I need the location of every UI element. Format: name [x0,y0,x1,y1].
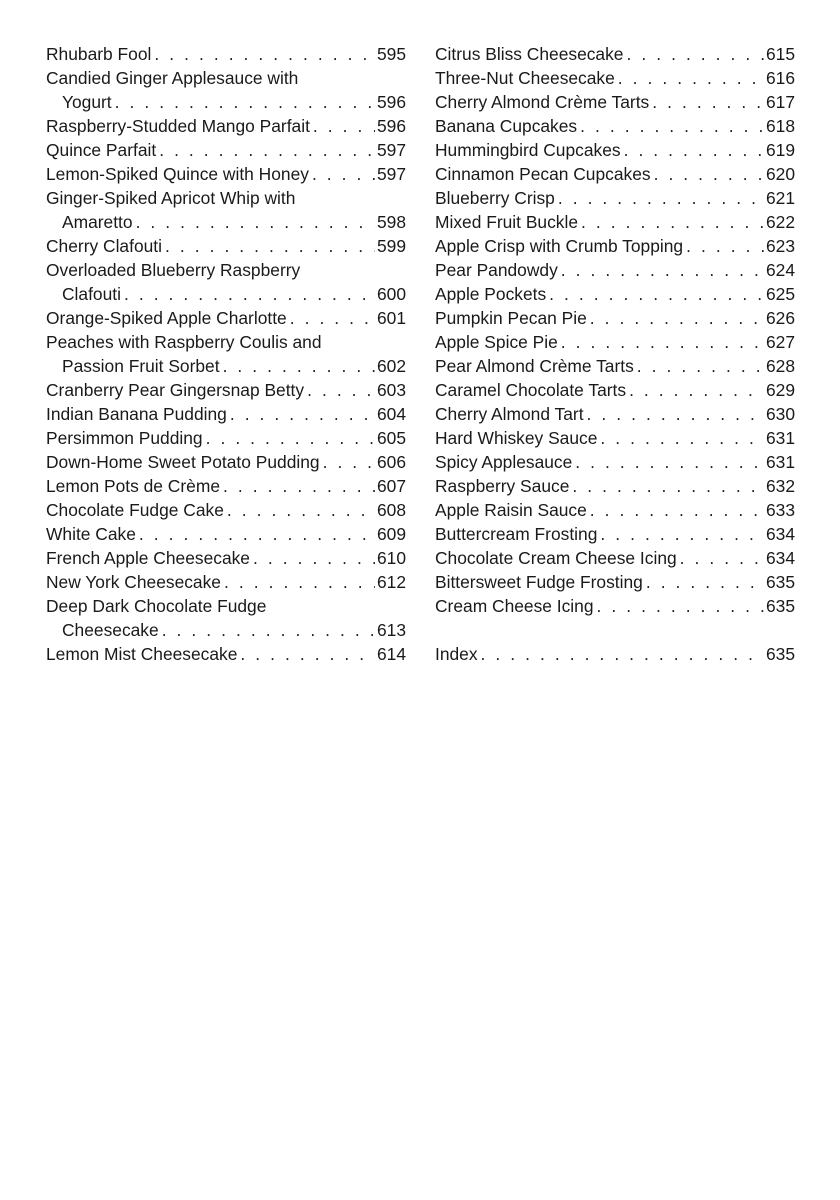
dot-leader [624,138,764,162]
dot-leader [686,234,764,258]
page-number: 633 [765,500,795,520]
page-number: 608 [376,500,406,520]
dot-leader [313,114,375,138]
page-number: 596 [376,92,406,112]
entry-title: Peaches with Raspberry Coulis and [46,332,322,352]
toc-entry-cream-cheese-icing[interactable] [435,594,795,618]
entry-title: Lemon-Spiked Quince with Honey [46,164,309,184]
toc-entry-overloaded-blueberry-raspberry-clafouti[interactable] [46,258,406,306]
dot-leader [618,66,764,90]
page-number: 623 [765,236,795,256]
toc-entry-cherry-almond-tart[interactable] [435,402,795,426]
entry-title: Index [435,644,478,664]
entry-title: Bittersweet Fudge Frosting [435,572,643,592]
page-number: 615 [765,44,795,64]
entry-title: Candied Ginger Applesauce with [46,68,299,88]
toc-entry-cherry-clafouti[interactable] [46,234,406,258]
entry-title: Hummingbird Cupcakes [435,140,621,160]
dot-leader [227,498,375,522]
toc-spacer [435,618,795,642]
dot-leader [223,354,375,378]
toc-entry-raspberry-studded-mango-parfait[interactable] [46,114,406,138]
toc-entry-quince-parfait[interactable] [46,138,406,162]
page-number: 607 [376,476,406,496]
toc-entry-index[interactable] [435,642,795,666]
entry-title: Mixed Fruit Buckle [435,212,579,232]
page-number: 627 [765,332,795,352]
entry-title: Cinnamon Pecan Cupcakes [435,164,651,184]
dot-leader [654,162,764,186]
entry-title: Spicy Applesauce [435,452,573,472]
toc-entry-cherry-almond-creme-tarts[interactable] [435,90,795,114]
page-number: 597 [376,164,406,184]
page-number: 617 [765,92,795,112]
dot-leader [652,90,764,114]
page-number: 600 [376,284,406,304]
dot-leader [162,618,375,642]
dot-leader [154,42,375,66]
page-number: 609 [376,524,406,544]
page-number: 612 [376,572,406,592]
entry-title: Deep Dark Chocolate Fudge [46,596,267,616]
entry-title: Quince Parfait [46,140,157,160]
dot-leader [481,642,764,666]
page-number: 634 [765,524,795,544]
dot-leader [581,210,764,234]
dot-leader [253,546,375,570]
toc-entry-ginger-spiked-apricot-whip-with-amaretto[interactable] [46,186,406,234]
entry-title: Raspberry-Studded Mango Parfait [46,116,310,136]
toc-entry-chocolate-cream-cheese-icing[interactable] [435,546,795,570]
dot-leader [558,186,764,210]
toc-entry-rhubarb-fool[interactable] [46,42,406,66]
toc-entry-caramel-chocolate-tarts[interactable] [435,378,795,402]
dot-leader [600,426,764,450]
toc-entry-apple-spice-pie[interactable] [435,330,795,354]
dot-leader [115,90,375,114]
entry-title: Raspberry Sauce [435,476,570,496]
dot-leader [139,522,375,546]
entry-title: Pumpkin Pecan Pie [435,308,587,328]
toc-entry-french-apple-cheesecake[interactable] [46,546,406,570]
toc-entry-apple-crisp-with-crumb-topping[interactable] [435,234,795,258]
toc-entry-lemon-pots-de-creme[interactable] [46,474,406,498]
entry-title: Orange-Spiked Apple Charlotte [46,308,287,328]
entry-title: Persimmon Pudding [46,428,203,448]
dot-leader [165,234,375,258]
entry-title: Chocolate Fudge Cake [46,500,224,520]
dot-leader [590,306,764,330]
page-number: 631 [765,428,795,448]
page-number: 630 [765,404,795,424]
toc-entry-lemon-spiked-quince-with-honey[interactable] [46,162,406,186]
entry-title: Apple Pockets [435,284,547,304]
page-number: 599 [376,236,406,256]
dot-leader [680,546,764,570]
toc-entry-white-cake[interactable] [46,522,406,546]
entry-title-continued: Amaretto [62,212,133,232]
toc-entry-pear-almond-creme-tarts[interactable] [435,354,795,378]
dot-leader [312,162,375,186]
toc-entry-bittersweet-fudge-frosting[interactable] [435,570,795,594]
page-number: 618 [765,116,795,136]
page-number: 622 [765,212,795,232]
page-number: 625 [765,284,795,304]
toc-entry-banana-cupcakes[interactable] [435,114,795,138]
entry-title: Ginger-Spiked Apricot Whip with [46,188,296,208]
toc-entry-lemon-mist-cheesecake[interactable] [46,642,406,666]
entry-title: Lemon Mist Cheesecake [46,644,238,664]
dot-leader [290,306,375,330]
entry-title: Cranberry Pear Gingersnap Betty [46,380,305,400]
page-number: 596 [376,116,406,136]
page-number: 606 [376,452,406,472]
dot-leader [580,114,764,138]
toc-entry-persimmon-pudding[interactable] [46,426,406,450]
toc-entry-buttercream-frosting[interactable] [435,522,795,546]
entry-title-continued: Yogurt [62,92,112,112]
dot-leader [629,378,764,402]
page-number: 620 [765,164,795,184]
entry-title: Overloaded Blueberry Raspberry [46,260,301,280]
entry-title: Blueberry Crisp [435,188,555,208]
page-number: 604 [376,404,406,424]
page-number: 635 [765,572,795,592]
toc-entry-apple-raisin-sauce[interactable] [435,498,795,522]
page-number: 634 [765,548,795,568]
entry-title: Cherry Almond Crème Tarts [435,92,650,112]
page-number: 632 [765,476,795,496]
toc-entry-three-nut-cheesecake[interactable] [435,66,795,90]
page-number: 629 [765,380,795,400]
page-number: 597 [376,140,406,160]
dot-leader [561,330,764,354]
toc-entry-hard-whiskey-sauce[interactable] [435,426,795,450]
page-number: 635 [765,596,795,616]
page-number: 601 [376,308,406,328]
dot-leader [223,474,375,498]
entry-title: White Cake [46,524,136,544]
dot-leader [159,138,375,162]
page-number: 614 [376,644,406,664]
entry-title: New York Cheesecake [46,572,221,592]
page-number: 621 [765,188,795,208]
dot-leader [572,474,764,498]
toc-entry-blueberry-crisp[interactable] [435,186,795,210]
page-number: 610 [376,548,406,568]
entry-title: Caramel Chocolate Tarts [435,380,627,400]
dot-leader [230,402,375,426]
dot-leader [637,354,764,378]
entry-title: Apple Raisin Sauce [435,500,587,520]
entry-title: Indian Banana Pudding [46,404,227,424]
dot-leader [626,42,764,66]
toc-entry-new-york-cheesecake[interactable] [46,570,406,594]
dot-leader [549,282,764,306]
dot-leader [323,450,375,474]
entry-title: Buttercream Frosting [435,524,598,544]
page-number: 595 [376,44,406,64]
page-number: 598 [376,212,406,232]
page-number: 631 [765,452,795,472]
page-number: 635 [765,644,795,664]
entry-title: Apple Spice Pie [435,332,558,352]
entry-title-continued: Passion Fruit Sorbet [62,356,220,376]
toc-entry-candied-ginger-applesauce-with-yogurt[interactable] [46,66,406,114]
entry-title-continued: Cheesecake [62,620,159,640]
toc-entry-pumpkin-pecan-pie[interactable] [435,306,795,330]
page-number: 619 [765,140,795,160]
toc-entry-deep-dark-chocolate-fudge-cheesecake[interactable] [46,594,406,642]
page-number: 602 [376,356,406,376]
entry-title: Pear Almond Crème Tarts [435,356,634,376]
entry-title: Rhubarb Fool [46,44,152,64]
entry-title-continued: Clafouti [62,284,121,304]
dot-leader [597,594,764,618]
page-number: 624 [765,260,795,280]
entry-title: Cream Cheese Icing [435,596,594,616]
entry-title: Three-Nut Cheesecake [435,68,615,88]
entry-title: Banana Cupcakes [435,116,578,136]
dot-leader [646,570,764,594]
entry-title: Down-Home Sweet Potato Pudding [46,452,320,472]
dot-leader [561,258,764,282]
toc-entry-mixed-fruit-buckle[interactable] [435,210,795,234]
page-number: 603 [376,380,406,400]
dot-leader [136,210,375,234]
entry-title: Chocolate Cream Cheese Icing [435,548,677,568]
dot-leader [240,642,375,666]
dot-leader [224,570,375,594]
entry-title: Lemon Pots de Crème [46,476,220,496]
dot-leader [124,282,375,306]
toc-entry-pear-pandowdy[interactable] [435,258,795,282]
toc-entry-apple-pockets[interactable] [435,282,795,306]
dot-leader [587,402,764,426]
entry-title: French Apple Cheesecake [46,548,250,568]
dot-leader [590,498,764,522]
toc-entry-spicy-applesauce[interactable] [435,450,795,474]
page-number: 616 [765,68,795,88]
entry-title: Hard Whiskey Sauce [435,428,598,448]
page-number: 626 [765,308,795,328]
entry-title: Cherry Almond Tart [435,404,584,424]
dot-leader [206,426,375,450]
dot-leader [600,522,764,546]
toc-left-column [46,42,406,666]
toc-entry-cinnamon-pecan-cupcakes[interactable] [435,162,795,186]
entry-title: Apple Crisp with Crumb Topping [435,236,684,256]
page-number: 628 [765,356,795,376]
toc-entry-cranberry-pear-gingersnap-betty[interactable] [46,378,406,402]
entry-title: Citrus Bliss Cheesecake [435,44,624,64]
toc-entry-down-home-sweet-potato-pudding[interactable] [46,450,406,474]
toc-right-column [435,42,795,666]
toc-entry-indian-banana-pudding[interactable] [46,402,406,426]
toc-entry-orange-spiked-apple-charlotte[interactable] [46,306,406,330]
dot-leader [575,450,764,474]
dot-leader [307,378,375,402]
toc-entry-hummingbird-cupcakes[interactable] [435,138,795,162]
entry-title: Pear Pandowdy [435,260,558,280]
toc-entry-raspberry-sauce[interactable] [435,474,795,498]
page-number: 605 [376,428,406,448]
page-number: 613 [376,620,406,640]
toc-entry-citrus-bliss-cheesecake[interactable] [435,42,795,66]
toc-entry-peaches-with-raspberry-coulis-and-passion-fruit-sorbet[interactable] [46,330,406,378]
toc-entry-chocolate-fudge-cake[interactable] [46,498,406,522]
entry-title: Cherry Clafouti [46,236,162,256]
